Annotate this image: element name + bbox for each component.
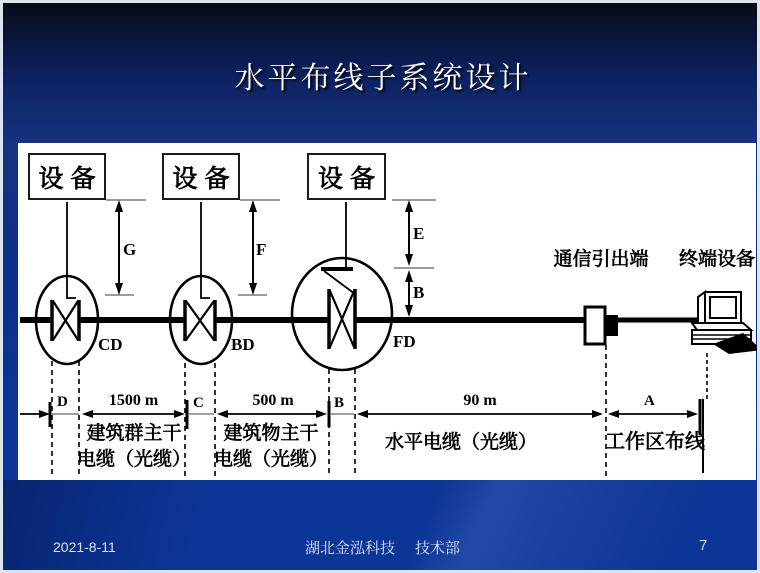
- device-box-1: [28, 153, 106, 200]
- footer-page-number: 7: [699, 537, 708, 554]
- campus-backbone-label-line1: 建筑群主干: [86, 423, 182, 444]
- terminal-device-label: 终端设备: [678, 249, 755, 270]
- dim-length-90m: 90 m: [463, 392, 497, 409]
- node-label-cd: CD: [98, 335, 123, 354]
- page-title: 水平布线子系统设计: [234, 62, 532, 95]
- footer-company: 湖北金泓科技: [305, 540, 396, 557]
- device-box-3: [307, 153, 386, 200]
- height-label-f: F: [256, 240, 267, 259]
- horizontal-cable-label: 水平电缆（光缆）: [384, 432, 537, 453]
- height-label-b: B: [413, 283, 425, 302]
- dim-length-500m: 500 m: [252, 392, 294, 409]
- dim-length-1500m: 1500 m: [108, 392, 159, 409]
- footer-date: 2021-8-11: [53, 539, 116, 555]
- height-label-g: G: [123, 240, 137, 259]
- workarea-cabling-label: 工作区布线: [605, 431, 705, 453]
- dim-letter-a: A: [644, 393, 655, 409]
- device-box-2-label: 设备: [172, 164, 237, 193]
- node-label-fd: FD: [393, 332, 416, 351]
- height-label-e: E: [413, 224, 425, 243]
- node-label-bd: BD: [231, 335, 255, 354]
- building-backbone-label-line1: 建筑物主干: [223, 423, 319, 444]
- wiring-diagram: [3, 3, 760, 573]
- dimension-extension-ticks: [105, 200, 436, 295]
- dim-letter-b: B: [334, 395, 345, 411]
- building-backbone-label-line2: 电缆（光缆）: [213, 449, 328, 470]
- telecom-outlet: [585, 307, 618, 344]
- computer-icon: [692, 292, 760, 354]
- device-box-2: [162, 153, 240, 200]
- campus-backbone-label-line2: 电缆（光缆）: [76, 449, 191, 470]
- telecom-outlet-label: 通信引出端: [553, 249, 649, 270]
- device-box-3-label: 设备: [317, 164, 382, 193]
- dim-letter-c: C: [193, 395, 204, 411]
- footer-department: 技术部: [415, 540, 461, 557]
- dim-letter-d: D: [57, 394, 68, 410]
- device-drop-lines: [67, 202, 346, 298]
- device-box-1-label: 设备: [38, 164, 103, 193]
